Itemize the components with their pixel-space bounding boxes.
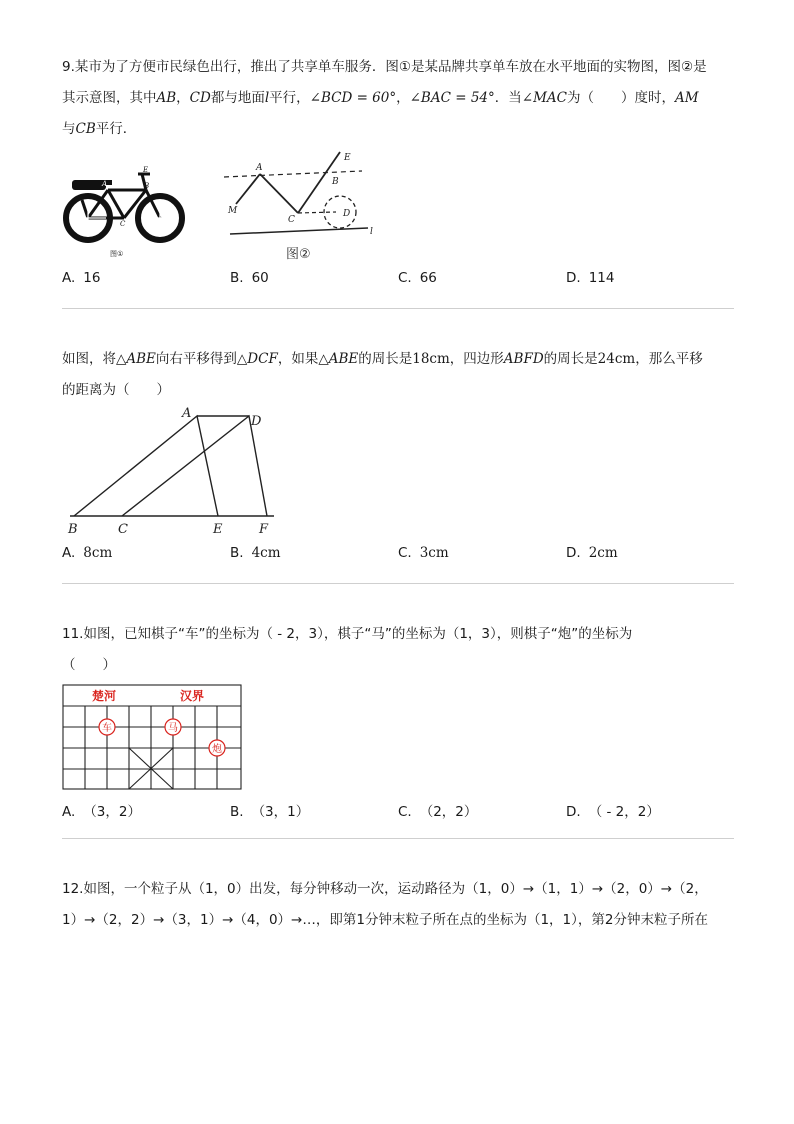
q9-option-c[interactable]: C. 66 [398,270,437,286]
fig10-label-f: F [259,522,269,537]
fig2-label-c: C [288,215,295,225]
q9-line2: 其示意图，其中AB，CD都与地面l平行，∠BCD = 60°，∠BAC = 54°．当∠MAC为（ ）度时，AM [62,90,699,106]
bike-label-d: D [162,220,168,228]
q11-line2: （ ） [62,657,116,673]
translation-figure [62,402,282,538]
fig2-label-d: D [343,209,351,219]
svg-text:马: 马 [168,723,178,734]
fig10-label-d: D [251,414,262,429]
chess-piece-pao [209,740,225,756]
svg-text:车: 车 [102,723,112,734]
fig2-label-m: M [228,206,238,216]
q10-line2: 的距离为（ ） [62,382,170,398]
fig2-label-e: E [344,153,351,163]
bike-label-m: M [88,220,96,228]
triangle-dcf [122,416,267,516]
q11-option-c[interactable]: C. （2，2） [398,804,478,820]
separator [62,838,734,839]
fig10-label-e: E [213,522,223,537]
bike-label-c: C [120,220,126,228]
line-ab-extended [224,171,362,177]
triangle-abe [74,416,218,516]
q10-option-a[interactable]: A. 8cm [62,545,113,561]
bike-label-b: B [144,182,150,190]
fig10-label-a: A [182,406,192,421]
chess-piece-ma [165,719,181,735]
q11-option-d[interactable]: D. （ - 2，2） [566,804,660,820]
svg-text:炮: 炮 [212,744,222,755]
bicycle-figure [58,160,188,260]
chu-he-label: 楚河 [92,689,117,703]
q9-option-a[interactable]: A. 16 [62,270,101,286]
separator [62,583,734,584]
ground-line-l [230,228,368,234]
q9-line1: 9.某市为了方便市民绿色出行，推出了共享单车服务．图①是某品牌共享单车放在水平地面的实物图，图②是 [62,59,707,75]
separator [62,308,734,309]
fig2-label-b: B [332,177,339,187]
q9-option-b[interactable]: B. 60 [230,270,269,286]
fig10-label-c: C [118,522,128,537]
han-jie-label: 汉界 [180,689,205,703]
q11-option-b[interactable]: B. （3，1） [230,804,310,820]
fig1-caption: 图① [110,250,124,258]
q11-option-a[interactable]: A. （3，2） [62,804,141,820]
chess-board-figure [62,684,244,792]
q10-option-d[interactable]: D. 2cm [566,545,618,561]
board-border [63,685,241,789]
q12-line2: 1）→（2，2）→（3，1）→（4，0）→…，即第1分钟末粒子所在点的坐标为（1，1），第2分钟末粒子所在 [62,912,708,928]
bike-label-a: A [102,180,108,188]
fig10-label-b: B [68,522,78,537]
q11-line1: 11.如图，已知棋子“车”的坐标为（ - 2，3），棋子“马”的坐标为（1，3），则棋子“炮”的坐标为 [62,626,633,642]
q9-line3: 与CB平行． [62,121,137,137]
q9-option-d[interactable]: D. 114 [566,270,615,286]
bike-label-e: E [143,166,149,174]
q10-line1: 如图，将△ABE向右平移得到△DCF，如果△ABE的周长是18cm，四边形ABFD的周长是24cm，那么平移 [62,351,703,367]
fig2-caption: 图② [286,247,311,262]
q10-option-b[interactable]: B. 4cm [230,545,281,561]
chess-piece-ju [99,719,115,735]
fig2-label-a: A [256,163,263,173]
q10-option-c[interactable]: C. 3cm [398,545,449,561]
bike-schematic-figure [222,146,382,266]
q12-line1: 12.如图，一个粒子从（1，0）出发，每分钟移动一次，运动路径为（1，0）→（1，1）→（2，0）→（2， [62,881,708,897]
fig2-label-l: l [370,227,373,237]
